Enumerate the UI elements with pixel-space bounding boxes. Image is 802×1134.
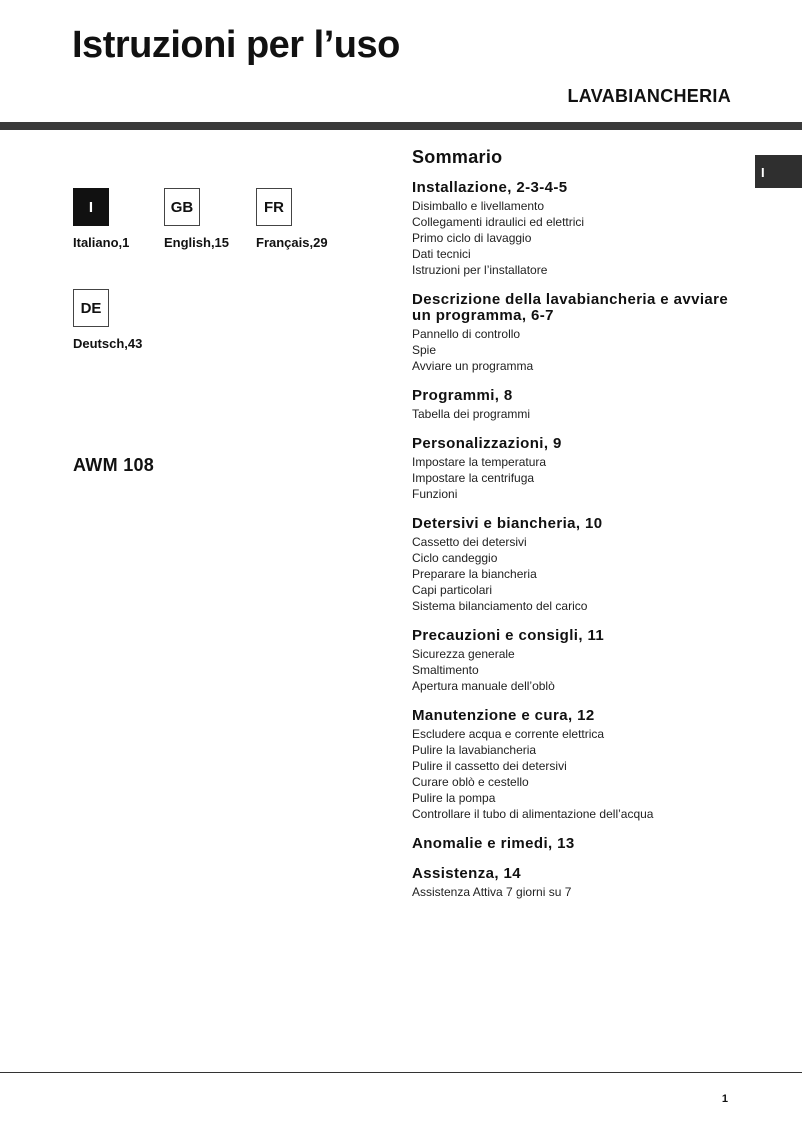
- toc-section-title[interactable]: Personalizzazioni, 9: [412, 435, 562, 452]
- toc-item[interactable]: Impostare la temperatura: [412, 455, 547, 469]
- language-german[interactable]: [73, 289, 163, 351]
- toc-item[interactable]: Cassetto dei detersivi: [412, 535, 527, 549]
- toc-item[interactable]: Avviare un programma: [412, 359, 534, 373]
- toc-section: [412, 180, 742, 278]
- page-title: Istruzioni per l’uso: [72, 24, 400, 66]
- toc-section: [412, 388, 742, 422]
- toc-item[interactable]: Funzioni: [412, 487, 458, 501]
- toc-section-title[interactable]: Detersivi e biancheria, 10: [412, 515, 603, 532]
- toc-section-title[interactable]: Precauzioni e consigli, 11: [412, 627, 605, 644]
- toc-item[interactable]: Sistema bilanciamento del carico: [412, 599, 588, 613]
- toc-item[interactable]: Disimballo e livellamento: [412, 199, 545, 213]
- toc-item[interactable]: Curare oblò e cestello: [412, 775, 529, 789]
- toc-item[interactable]: Pulire la lavabiancheria: [412, 743, 537, 757]
- toc-section: [412, 292, 742, 374]
- language-code-box: FR: [256, 188, 292, 226]
- toc-item-list: [412, 406, 742, 422]
- toc-item-list: [412, 534, 742, 614]
- toc-section-title[interactable]: Assistenza, 14: [412, 865, 521, 882]
- language-label: Italiano,1: [73, 235, 130, 250]
- toc-item-list: [412, 884, 742, 900]
- language-italian[interactable]: [73, 188, 163, 250]
- toc-section-title[interactable]: Manutenzione e cura, 12: [412, 707, 595, 724]
- toc-section-title[interactable]: Installazione, 2-3-4-5: [412, 179, 568, 196]
- toc-item[interactable]: Dati tecnici: [412, 247, 471, 261]
- product-category: LAVABIANCHERIA: [567, 86, 731, 106]
- language-english[interactable]: [164, 188, 254, 250]
- header-divider: [0, 122, 802, 130]
- language-label: English,15: [164, 235, 230, 250]
- toc-item-list: [412, 198, 742, 278]
- table-of-contents: [412, 147, 742, 914]
- toc-sections: [412, 180, 742, 900]
- toc-item[interactable]: Primo ciclo di lavaggio: [412, 231, 532, 245]
- language-french[interactable]: [256, 188, 346, 250]
- model-number: AWM 108: [73, 455, 155, 475]
- toc-section-title[interactable]: Programmi, 8: [412, 387, 513, 404]
- toc-item[interactable]: Pulire il cassetto dei detersivi: [412, 759, 567, 773]
- language-code-box: DE: [73, 289, 109, 327]
- toc-item[interactable]: Pannello di controllo: [412, 327, 521, 341]
- toc-section: [412, 866, 742, 900]
- toc-section: [412, 628, 742, 694]
- toc-item[interactable]: Smaltimento: [412, 663, 479, 677]
- toc-item[interactable]: Spie: [412, 343, 437, 357]
- toc-heading: Sommario: [412, 147, 503, 167]
- toc-item[interactable]: Ciclo candeggio: [412, 551, 498, 565]
- toc-item[interactable]: Preparare la biancheria: [412, 567, 537, 581]
- toc-item[interactable]: Impostare la centrifuga: [412, 471, 535, 485]
- language-code-box: GB: [164, 188, 200, 226]
- toc-item[interactable]: Apertura manuale dell’oblò: [412, 679, 555, 693]
- toc-item-list: [412, 646, 742, 694]
- toc-item[interactable]: Controllare il tubo di alimentazione dell’acqua: [412, 807, 654, 821]
- toc-item[interactable]: Istruzioni per l’installatore: [412, 263, 548, 277]
- page-number: 1: [721, 1093, 728, 1105]
- toc-section: [412, 708, 742, 822]
- language-side-tab: I: [755, 155, 802, 188]
- language-code-box: I: [73, 188, 109, 226]
- footer-divider: [0, 1072, 802, 1073]
- language-label: Français,29: [256, 235, 328, 250]
- toc-item-list: [412, 726, 742, 822]
- toc-item[interactable]: Tabella dei programmi: [412, 407, 531, 421]
- toc-item[interactable]: Pulire la pompa: [412, 791, 496, 805]
- toc-item-list: [412, 454, 742, 502]
- toc-item-list: [412, 326, 742, 374]
- toc-item[interactable]: Assistenza Attiva 7 giorni su 7: [412, 885, 572, 899]
- toc-section: [412, 836, 742, 852]
- toc-section: [412, 516, 742, 614]
- toc-section-title[interactable]: Descrizione della lavabiancheria e avviare un programma, 6-7: [412, 291, 729, 324]
- toc-section-title[interactable]: Anomalie e rimedi, 13: [412, 835, 575, 852]
- toc-section: [412, 436, 742, 502]
- toc-item[interactable]: Sicurezza generale: [412, 647, 515, 661]
- toc-item[interactable]: Capi particolari: [412, 583, 493, 597]
- language-label: Deutsch,43: [73, 336, 143, 351]
- toc-item[interactable]: Collegamenti idraulici ed elettrici: [412, 215, 585, 229]
- toc-item[interactable]: Escludere acqua e corrente elettrica: [412, 727, 605, 741]
